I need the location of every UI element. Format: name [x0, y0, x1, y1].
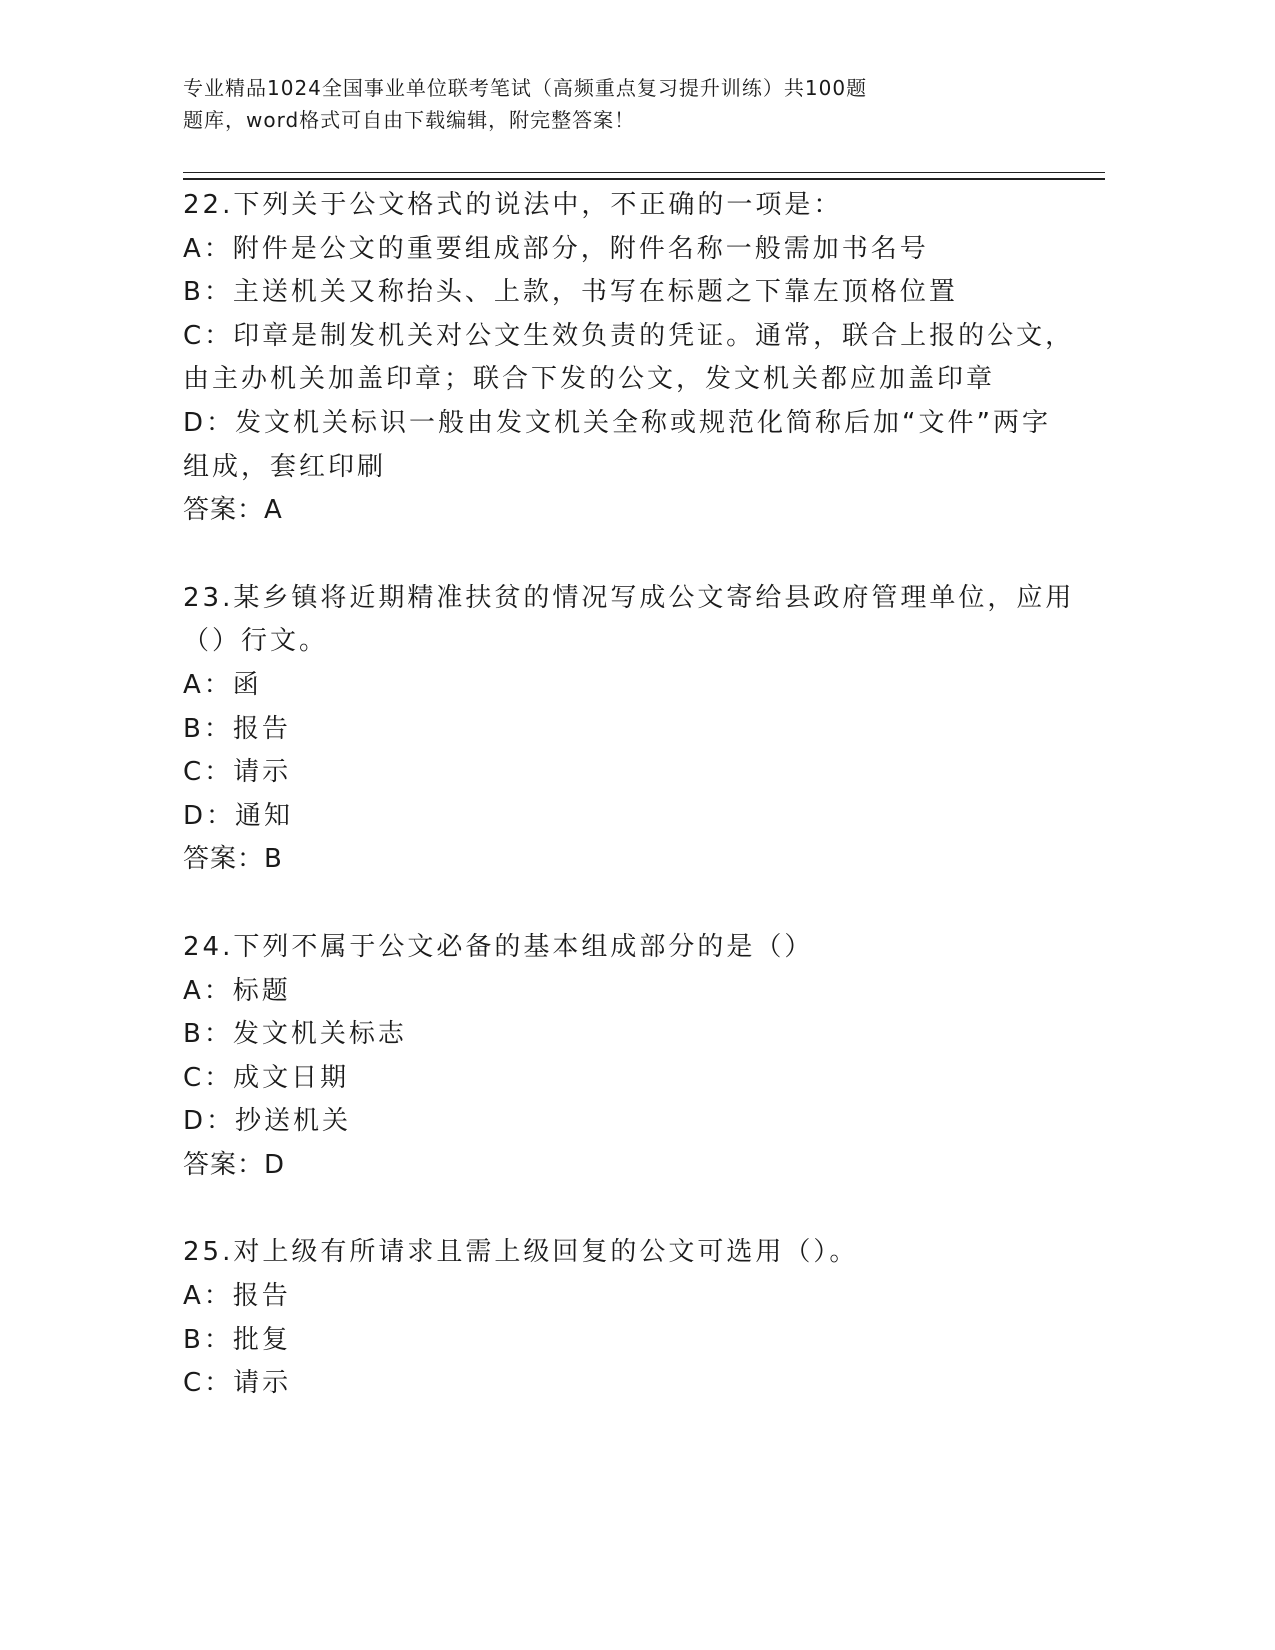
option-c: C：请示 [183, 1368, 292, 1399]
document-header [183, 72, 1003, 136]
question-stem-continued: （）行文。 [183, 626, 329, 657]
option-c: C：请示 [183, 757, 292, 788]
header-line-1: 专业精品1024全国事业单位联考笔试（高频重点复习提升训练）共100题 [183, 76, 868, 100]
header-line-2: 题库，word格式可自由下载编辑，附完整答案！ [183, 108, 636, 132]
answer-line: 答案：D [183, 1149, 286, 1180]
answer-line: 答案：A [183, 495, 283, 526]
option-c-continued: 由主办机关加盖印章；联合下发的公文，发文机关都应加盖印章 [183, 364, 996, 395]
option-b: B：发文机关标志 [183, 1019, 407, 1050]
question-23 [183, 577, 1075, 882]
answer-line: 答案：B [183, 844, 283, 875]
question-25 [183, 1231, 1043, 1405]
option-a: A：附件是公文的重要组成部分，附件名称一般需加书名号 [183, 233, 929, 264]
header-divider-thick [183, 178, 1105, 180]
option-c: C：成文日期 [183, 1062, 350, 1093]
option-a: A：标题 [183, 975, 291, 1006]
question-spacer [183, 533, 1043, 577]
question-24 [183, 926, 1043, 1188]
question-stem: 24.下列不属于公文必备的基本组成部分的是（） [183, 931, 814, 962]
option-d: D：发文机关标识一般由发文机关全称或规范化简称后加“文件”两字 [183, 407, 1051, 438]
question-list [183, 184, 1075, 1406]
question-stem: 22.下列关于公文格式的说法中，不正确的一项是： [183, 190, 843, 220]
header-divider-thin [183, 172, 1105, 173]
question-stem: 25.对上级有所请求且需上级回复的公文可选用（）。 [183, 1237, 859, 1268]
option-c: C：印章是制发机关对公文生效负责的凭证。通常，联合上报的公文， [183, 320, 1075, 351]
question-spacer [183, 882, 1043, 926]
question-spacer [183, 1187, 1043, 1231]
question-22 [183, 184, 1075, 533]
option-b: B：主送机关又称抬头、上款，书写在标题之下靠左顶格位置 [183, 277, 958, 308]
option-b: B：批复 [183, 1324, 291, 1355]
option-d: D：抄送机关 [183, 1106, 352, 1137]
option-b: B：报告 [183, 713, 291, 744]
option-a: A：报告 [183, 1281, 291, 1312]
option-d-continued: 组成，套红印刷 [183, 451, 387, 482]
question-stem: 23.某乡镇将近期精准扶贫的情况写成公文寄给县政府管理单位，应用 [183, 582, 1075, 613]
option-d: D：通知 [183, 800, 294, 831]
option-a: A：函 [183, 669, 262, 700]
